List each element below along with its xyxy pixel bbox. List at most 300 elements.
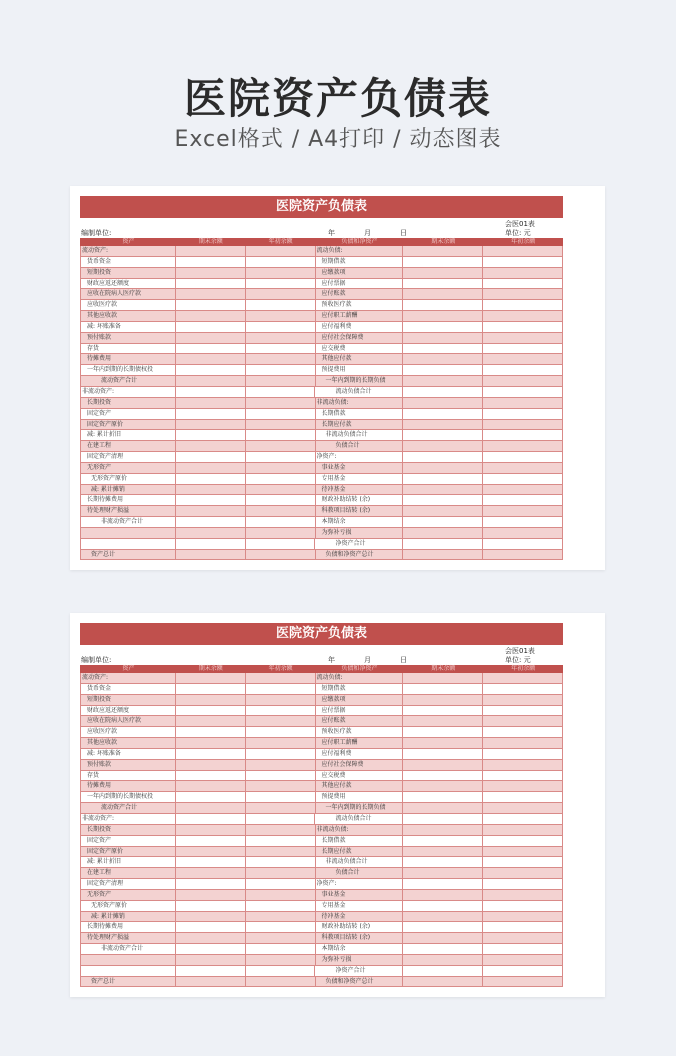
table-row [80, 847, 563, 858]
asset-begin-balance-cell[interactable] [246, 289, 316, 299]
liability-begin-balance-cell[interactable] [483, 781, 563, 791]
liability-begin-balance-cell[interactable] [483, 944, 563, 954]
liability-begin-balance-cell[interactable] [483, 716, 563, 726]
asset-end-balance-cell[interactable] [176, 430, 246, 440]
liability-end-balance-cell[interactable] [403, 333, 483, 343]
asset-item-cell: 非流动资产: [81, 387, 176, 397]
liability-begin-balance-cell[interactable] [483, 420, 563, 430]
liability-begin-balance-cell[interactable] [483, 684, 563, 694]
asset-begin-balance-cell[interactable] [246, 300, 316, 310]
asset-end-balance-cell[interactable] [176, 955, 246, 965]
liability-end-balance-cell[interactable] [403, 890, 483, 900]
asset-end-balance-cell[interactable] [176, 771, 246, 781]
liability-item-cell: 应付福利费 [316, 322, 404, 332]
asset-end-balance-cell[interactable] [176, 749, 246, 759]
liability-begin-balance-cell[interactable] [483, 901, 563, 911]
asset-begin-balance-cell[interactable] [246, 268, 316, 278]
liability-begin-balance-cell[interactable] [483, 300, 563, 310]
asset-begin-balance-cell[interactable] [246, 803, 316, 813]
asset-begin-balance-cell[interactable] [246, 279, 316, 289]
asset-item-cell: 固定资产清理 [81, 879, 176, 889]
asset-item-cell: 财政应返还额度 [81, 279, 176, 289]
liability-end-balance-cell[interactable] [403, 706, 483, 716]
asset-begin-balance-cell[interactable] [246, 716, 316, 726]
asset-end-balance-cell[interactable] [176, 847, 246, 857]
asset-begin-balance-cell[interactable] [246, 463, 316, 473]
asset-begin-balance-cell[interactable] [246, 933, 316, 943]
asset-end-balance-cell[interactable] [176, 550, 246, 560]
liability-begin-balance-cell[interactable] [483, 246, 563, 256]
asset-end-balance-cell[interactable] [176, 944, 246, 954]
asset-begin-balance-cell[interactable] [246, 825, 316, 835]
liability-begin-balance-cell[interactable] [483, 344, 563, 354]
asset-begin-balance-cell[interactable] [246, 781, 316, 791]
asset-item-cell: 流动资产: [81, 673, 176, 683]
asset-end-balance-cell[interactable] [176, 376, 246, 386]
liability-end-balance-cell[interactable] [403, 452, 483, 462]
liability-end-balance-cell[interactable] [403, 463, 483, 473]
liability-end-balance-cell[interactable] [403, 354, 483, 364]
liability-begin-balance-cell[interactable] [483, 354, 563, 364]
asset-end-balance-cell[interactable] [176, 814, 246, 824]
asset-begin-balance-cell[interactable] [246, 955, 316, 965]
asset-begin-balance-cell[interactable] [246, 944, 316, 954]
asset-begin-balance-cell[interactable] [246, 495, 316, 505]
liability-end-balance-cell[interactable] [403, 528, 483, 538]
asset-begin-balance-cell[interactable] [246, 771, 316, 781]
date-year: 年 [328, 656, 335, 664]
table-row [80, 354, 563, 365]
liability-begin-balance-cell[interactable] [483, 977, 563, 987]
table-row [80, 738, 563, 749]
liability-begin-balance-cell[interactable] [483, 333, 563, 343]
liability-end-balance-cell[interactable] [403, 474, 483, 484]
liability-begin-balance-cell[interactable] [483, 279, 563, 289]
liability-begin-balance-cell[interactable] [483, 528, 563, 538]
liability-begin-balance-cell[interactable] [483, 452, 563, 462]
liability-begin-balance-cell[interactable] [483, 803, 563, 813]
liability-begin-balance-cell[interactable] [483, 409, 563, 419]
liability-end-balance-cell[interactable] [403, 771, 483, 781]
liability-begin-balance-cell[interactable] [483, 695, 563, 705]
liability-begin-balance-cell[interactable] [483, 836, 563, 846]
asset-begin-balance-cell[interactable] [246, 333, 316, 343]
liability-item-cell: 预提费用 [316, 792, 404, 802]
liability-item-cell: 财政补助结转 (余) [316, 922, 404, 932]
liability-end-balance-cell[interactable] [403, 506, 483, 516]
asset-item-cell: 长期待摊费用 [81, 922, 176, 932]
asset-end-balance-cell[interactable] [176, 922, 246, 932]
liability-item-cell: 长期借款 [316, 409, 404, 419]
asset-end-balance-cell[interactable] [176, 409, 246, 419]
table-body [80, 673, 563, 987]
asset-end-balance-cell[interactable] [176, 539, 246, 549]
asset-begin-balance-cell[interactable] [246, 857, 316, 867]
liability-end-balance-cell[interactable] [403, 409, 483, 419]
liability-item-cell: 应缴款项 [316, 268, 404, 278]
asset-begin-balance-cell[interactable] [246, 398, 316, 408]
asset-end-balance-cell[interactable] [176, 387, 246, 397]
asset-begin-balance-cell[interactable] [246, 506, 316, 516]
asset-end-balance-cell[interactable] [176, 912, 246, 922]
table-row [80, 311, 563, 322]
asset-end-balance-cell[interactable] [176, 300, 246, 310]
asset-begin-balance-cell[interactable] [246, 912, 316, 922]
asset-end-balance-cell[interactable] [176, 868, 246, 878]
table-body [80, 246, 563, 560]
asset-end-balance-cell[interactable] [176, 836, 246, 846]
asset-begin-balance-cell[interactable] [246, 868, 316, 878]
asset-begin-balance-cell[interactable] [246, 836, 316, 846]
liability-end-balance-cell[interactable] [403, 966, 483, 976]
liability-begin-balance-cell[interactable] [483, 792, 563, 802]
asset-begin-balance-cell[interactable] [246, 539, 316, 549]
asset-begin-balance-cell[interactable] [246, 365, 316, 375]
table-row [80, 430, 563, 441]
unit-label: 编制单位: [81, 229, 112, 237]
asset-end-balance-cell[interactable] [176, 825, 246, 835]
liability-item-cell: 其他应付款 [316, 354, 404, 364]
asset-begin-balance-cell[interactable] [246, 879, 316, 889]
asset-end-balance-cell[interactable] [176, 727, 246, 737]
liability-end-balance-cell[interactable] [403, 441, 483, 451]
asset-end-balance-cell[interactable] [176, 452, 246, 462]
liability-end-balance-cell[interactable] [403, 365, 483, 375]
asset-end-balance-cell[interactable] [176, 354, 246, 364]
asset-end-balance-cell[interactable] [176, 365, 246, 375]
asset-end-balance-cell[interactable] [176, 474, 246, 484]
liability-end-balance-cell[interactable] [403, 485, 483, 495]
liability-item-cell: 应付社会保障费 [316, 760, 404, 770]
liability-item-cell: 非流动负债合计 [316, 857, 404, 867]
liability-end-balance-cell[interactable] [403, 847, 483, 857]
liability-begin-balance-cell[interactable] [483, 727, 563, 737]
liability-end-balance-cell[interactable] [403, 803, 483, 813]
asset-item-cell: 非流动资产合计 [81, 517, 176, 527]
table-row [80, 966, 563, 977]
liability-item-cell: 应付社会保障费 [316, 333, 404, 343]
form-number: 会医01表 [505, 220, 535, 228]
liability-end-balance-cell[interactable] [403, 289, 483, 299]
liability-begin-balance-cell[interactable] [483, 933, 563, 943]
liability-end-balance-cell[interactable] [403, 311, 483, 321]
asset-item-cell: 其他应收款 [81, 311, 176, 321]
asset-end-balance-cell[interactable] [176, 495, 246, 505]
asset-end-balance-cell[interactable] [176, 901, 246, 911]
liability-item-cell: 应付账款 [316, 716, 404, 726]
liability-begin-balance-cell[interactable] [483, 738, 563, 748]
asset-end-balance-cell[interactable] [176, 311, 246, 321]
table-row [80, 268, 563, 279]
table-row [80, 506, 563, 517]
liability-begin-balance-cell[interactable] [483, 879, 563, 889]
liability-end-balance-cell[interactable] [403, 912, 483, 922]
page-subtitle: Excel格式 / A4打印 / 动态图表 [174, 127, 502, 152]
liability-begin-balance-cell[interactable] [483, 322, 563, 332]
asset-begin-balance-cell[interactable] [246, 387, 316, 397]
liability-begin-balance-cell[interactable] [483, 550, 563, 560]
asset-end-balance-cell[interactable] [176, 760, 246, 770]
asset-begin-balance-cell[interactable] [246, 420, 316, 430]
liability-begin-balance-cell[interactable] [483, 890, 563, 900]
asset-begin-balance-cell[interactable] [246, 749, 316, 759]
liability-begin-balance-cell[interactable] [483, 474, 563, 484]
asset-end-balance-cell[interactable] [176, 463, 246, 473]
asset-item-cell: 应收医疗款 [81, 727, 176, 737]
liability-end-balance-cell[interactable] [403, 279, 483, 289]
asset-end-balance-cell[interactable] [176, 803, 246, 813]
liability-end-balance-cell[interactable] [403, 879, 483, 889]
asset-begin-balance-cell[interactable] [246, 695, 316, 705]
liability-end-balance-cell[interactable] [403, 836, 483, 846]
asset-end-balance-cell[interactable] [176, 289, 246, 299]
table-row [80, 257, 563, 268]
asset-end-balance-cell[interactable] [176, 706, 246, 716]
liability-end-balance-cell[interactable] [403, 344, 483, 354]
liability-begin-balance-cell[interactable] [483, 749, 563, 759]
liability-end-balance-cell[interactable] [403, 550, 483, 560]
table-row [80, 463, 563, 474]
liability-end-balance-cell[interactable] [403, 760, 483, 770]
asset-item-cell: 无形资产原价 [81, 474, 176, 484]
liability-end-balance-cell[interactable] [403, 727, 483, 737]
liability-end-balance-cell[interactable] [403, 922, 483, 932]
table-row [80, 706, 563, 717]
liability-end-balance-cell[interactable] [403, 749, 483, 759]
liability-end-balance-cell[interactable] [403, 944, 483, 954]
liability-begin-balance-cell[interactable] [483, 506, 563, 516]
liability-begin-balance-cell[interactable] [483, 706, 563, 716]
liability-item-cell: 专用基金 [316, 901, 404, 911]
liability-end-balance-cell[interactable] [403, 398, 483, 408]
asset-begin-balance-cell[interactable] [246, 673, 316, 683]
asset-begin-balance-cell[interactable] [246, 517, 316, 527]
asset-begin-balance-cell[interactable] [246, 409, 316, 419]
liability-item-cell: 短期借款 [316, 684, 404, 694]
asset-end-balance-cell[interactable] [176, 977, 246, 987]
liability-item-cell: 应付职工薪酬 [316, 738, 404, 748]
liability-item-cell: 短期借款 [316, 257, 404, 267]
liability-end-balance-cell[interactable] [403, 684, 483, 694]
asset-end-balance-cell[interactable] [176, 268, 246, 278]
asset-begin-balance-cell[interactable] [246, 977, 316, 987]
liability-end-balance-cell[interactable] [403, 868, 483, 878]
liability-item-cell: 应交税费 [316, 344, 404, 354]
liability-end-balance-cell[interactable] [403, 420, 483, 430]
asset-begin-balance-cell[interactable] [246, 452, 316, 462]
asset-begin-balance-cell[interactable] [246, 684, 316, 694]
liability-begin-balance-cell[interactable] [483, 825, 563, 835]
asset-begin-balance-cell[interactable] [246, 792, 316, 802]
asset-begin-balance-cell[interactable] [246, 528, 316, 538]
asset-begin-balance-cell[interactable] [246, 354, 316, 364]
liability-begin-balance-cell[interactable] [483, 539, 563, 549]
table-row [80, 922, 563, 933]
asset-end-balance-cell[interactable] [176, 279, 246, 289]
asset-end-balance-cell[interactable] [176, 344, 246, 354]
asset-begin-balance-cell[interactable] [246, 441, 316, 451]
asset-begin-balance-cell[interactable] [246, 706, 316, 716]
sheet-title: 医院资产负债表 [80, 623, 563, 645]
asset-end-balance-cell[interactable] [176, 933, 246, 943]
liability-end-balance-cell[interactable] [403, 430, 483, 440]
asset-end-balance-cell[interactable] [176, 695, 246, 705]
liability-begin-balance-cell[interactable] [483, 517, 563, 527]
asset-end-balance-cell[interactable] [176, 333, 246, 343]
liability-end-balance-cell[interactable] [403, 901, 483, 911]
asset-begin-balance-cell[interactable] [246, 485, 316, 495]
asset-begin-balance-cell[interactable] [246, 890, 316, 900]
liability-item-cell: 负债合计 [316, 441, 404, 451]
liability-begin-balance-cell[interactable] [483, 868, 563, 878]
liability-end-balance-cell[interactable] [403, 268, 483, 278]
liability-item-cell: 科教项目结转 (余) [316, 506, 404, 516]
asset-begin-balance-cell[interactable] [246, 322, 316, 332]
asset-begin-balance-cell[interactable] [246, 814, 316, 824]
asset-end-balance-cell[interactable] [176, 257, 246, 267]
asset-end-balance-cell[interactable] [176, 673, 246, 683]
liability-begin-balance-cell[interactable] [483, 311, 563, 321]
asset-begin-balance-cell[interactable] [246, 376, 316, 386]
liability-begin-balance-cell[interactable] [483, 365, 563, 375]
asset-begin-balance-cell[interactable] [246, 246, 316, 256]
liability-end-balance-cell[interactable] [403, 933, 483, 943]
asset-end-balance-cell[interactable] [176, 716, 246, 726]
liability-begin-balance-cell[interactable] [483, 485, 563, 495]
asset-end-balance-cell[interactable] [176, 246, 246, 256]
asset-begin-balance-cell[interactable] [246, 901, 316, 911]
asset-begin-balance-cell[interactable] [246, 727, 316, 737]
asset-begin-balance-cell[interactable] [246, 550, 316, 560]
asset-end-balance-cell[interactable] [176, 781, 246, 791]
liability-item-cell: 本期结余 [316, 944, 404, 954]
asset-item-cell: 财政应返还额度 [81, 706, 176, 716]
asset-end-balance-cell[interactable] [176, 684, 246, 694]
asset-end-balance-cell[interactable] [176, 517, 246, 527]
liability-end-balance-cell[interactable] [403, 495, 483, 505]
date-year: 年 [328, 229, 335, 237]
liability-begin-balance-cell[interactable] [483, 771, 563, 781]
liability-begin-balance-cell[interactable] [483, 289, 563, 299]
table-row [80, 760, 563, 771]
liability-end-balance-cell[interactable] [403, 781, 483, 791]
asset-end-balance-cell[interactable] [176, 792, 246, 802]
liability-begin-balance-cell[interactable] [483, 398, 563, 408]
liability-end-balance-cell[interactable] [403, 246, 483, 256]
asset-item-cell: 存货 [81, 344, 176, 354]
table-row [80, 825, 563, 836]
liability-begin-balance-cell[interactable] [483, 922, 563, 932]
asset-end-balance-cell[interactable] [176, 322, 246, 332]
liability-end-balance-cell[interactable] [403, 673, 483, 683]
asset-begin-balance-cell[interactable] [246, 344, 316, 354]
liability-end-balance-cell[interactable] [403, 539, 483, 549]
liability-end-balance-cell[interactable] [403, 792, 483, 802]
liability-end-balance-cell[interactable] [403, 517, 483, 527]
liability-begin-balance-cell[interactable] [483, 760, 563, 770]
asset-end-balance-cell[interactable] [176, 879, 246, 889]
liability-end-balance-cell[interactable] [403, 814, 483, 824]
asset-begin-balance-cell[interactable] [246, 474, 316, 484]
liability-item-cell: 预提费用 [316, 365, 404, 375]
balance-sheet-table [80, 196, 563, 560]
liability-begin-balance-cell[interactable] [483, 966, 563, 976]
asset-end-balance-cell[interactable] [176, 890, 246, 900]
liability-begin-balance-cell[interactable] [483, 441, 563, 451]
table-row [80, 912, 563, 923]
liability-end-balance-cell[interactable] [403, 977, 483, 987]
asset-end-balance-cell[interactable] [176, 857, 246, 867]
asset-item-cell: 流动资产合计 [81, 376, 176, 386]
asset-item-cell: 其他应收款 [81, 738, 176, 748]
asset-begin-balance-cell[interactable] [246, 966, 316, 976]
asset-begin-balance-cell[interactable] [246, 922, 316, 932]
table-row [80, 452, 563, 463]
asset-begin-balance-cell[interactable] [246, 257, 316, 267]
liability-begin-balance-cell[interactable] [483, 257, 563, 267]
liability-item-cell: 流动负债合计 [315, 814, 403, 824]
liability-end-balance-cell[interactable] [403, 716, 483, 726]
asset-item-cell: 预付账款 [81, 760, 176, 770]
liability-end-balance-cell[interactable] [403, 955, 483, 965]
liability-end-balance-cell[interactable] [403, 825, 483, 835]
liability-end-balance-cell[interactable] [403, 857, 483, 867]
liability-end-balance-cell[interactable] [403, 376, 483, 386]
asset-begin-balance-cell[interactable] [246, 847, 316, 857]
liability-begin-balance-cell[interactable] [483, 268, 563, 278]
liability-end-balance-cell[interactable] [403, 257, 483, 267]
asset-end-balance-cell[interactable] [176, 966, 246, 976]
liability-begin-balance-cell[interactable] [483, 376, 563, 386]
asset-begin-balance-cell[interactable] [246, 311, 316, 321]
asset-end-balance-cell[interactable] [176, 506, 246, 516]
col-header-assets: 资产 [122, 665, 135, 672]
liability-begin-balance-cell[interactable] [483, 912, 563, 922]
liability-begin-balance-cell[interactable] [483, 430, 563, 440]
asset-end-balance-cell[interactable] [176, 420, 246, 430]
asset-begin-balance-cell[interactable] [246, 430, 316, 440]
asset-item-cell: 固定资产原价 [81, 420, 176, 430]
asset-begin-balance-cell[interactable] [246, 738, 316, 748]
liability-begin-balance-cell[interactable] [483, 955, 563, 965]
asset-end-balance-cell[interactable] [176, 441, 246, 451]
liability-end-balance-cell[interactable] [403, 322, 483, 332]
liability-item-cell: 负债和净资产总计 [316, 550, 404, 560]
liability-item-cell: 应付票据 [316, 279, 404, 289]
asset-end-balance-cell[interactable] [176, 528, 246, 538]
liability-begin-balance-cell[interactable] [483, 847, 563, 857]
table-row [80, 792, 563, 803]
liability-begin-balance-cell[interactable] [483, 814, 563, 824]
asset-begin-balance-cell[interactable] [246, 760, 316, 770]
liability-end-balance-cell[interactable] [403, 300, 483, 310]
liability-begin-balance-cell[interactable] [483, 463, 563, 473]
asset-end-balance-cell[interactable] [176, 738, 246, 748]
liability-begin-balance-cell[interactable] [483, 857, 563, 867]
liability-begin-balance-cell[interactable] [483, 387, 563, 397]
table-row [80, 695, 563, 706]
table-row [80, 398, 563, 409]
asset-end-balance-cell[interactable] [176, 398, 246, 408]
liability-begin-balance-cell[interactable] [483, 673, 563, 683]
asset-end-balance-cell[interactable] [176, 485, 246, 495]
liability-item-cell: 一年内到期的长期负债 [316, 803, 404, 813]
liability-end-balance-cell[interactable] [403, 387, 483, 397]
liability-end-balance-cell[interactable] [403, 738, 483, 748]
table-row [80, 684, 563, 695]
liability-begin-balance-cell[interactable] [483, 495, 563, 505]
liability-end-balance-cell[interactable] [403, 695, 483, 705]
